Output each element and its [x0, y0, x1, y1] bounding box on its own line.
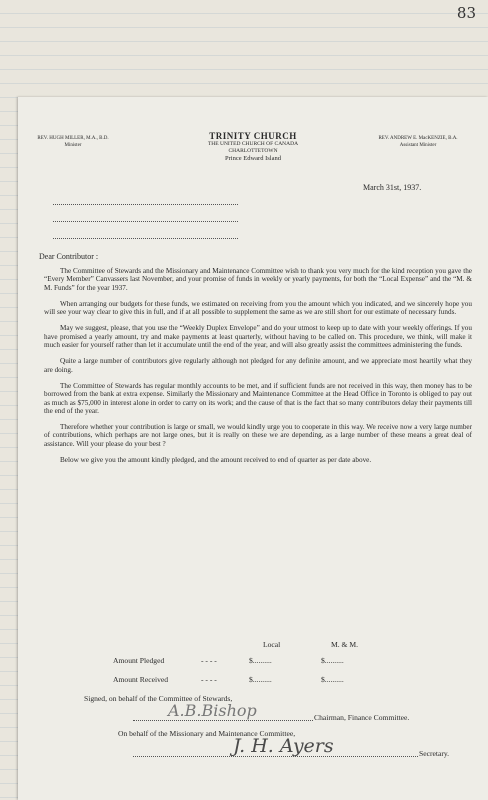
signoff-stewards: Signed, on behalf of the Committee of Stewards, [84, 694, 233, 703]
signature-line [133, 720, 313, 721]
pledged-local-value: $.......... [249, 656, 272, 665]
salutation: Dear Contributor : [39, 252, 99, 261]
letter-body [44, 267, 472, 472]
signoff-mm: On behalf of the Missionary and Maintenance Committee, [118, 729, 296, 738]
chairman-label: Chairman, Finance Committee. [314, 713, 410, 722]
row-label-pledged: Amount Pledged [113, 656, 165, 665]
row-dashes: - - - - [201, 656, 217, 665]
assistant-name: REV. ANDREW E. MacKENZIE, B.A. [378, 136, 458, 141]
assistant-title: Assistant Minister [399, 143, 437, 148]
address-line [53, 238, 238, 239]
letter-date: March 31st, 1937. [363, 183, 422, 192]
received-mm-value: $.......... [321, 675, 344, 684]
chairman-signature: A.B.Bishop [168, 701, 257, 720]
secretary-signature: J. H. Ayers [233, 735, 334, 757]
church-name: TRINITY CHURCH [209, 131, 297, 141]
paragraph: Quite a large number of contributors give regularly although not pledged for any definite amount, and we appreciate most heartily what they are doing. [44, 357, 472, 374]
paragraph: The Committee of Stewards has regular monthly accounts to be met, and if sufficient funds are not received in this way, then money has to be borrowed from the bank at extra expense. Similarly the Missionary and Maintenance Committee at the Head Office in Toronto is obliged to pay out as much as $75,000 in interest alone in order to carry on its work; and the cause of that is the fact that so many contributors delay their payments till the end of the year. [44, 381, 472, 415]
column-header-mm: M. & M. [331, 640, 359, 649]
address-line [53, 204, 238, 205]
page-number: 83 [456, 4, 476, 22]
row-dashes: - - - - [201, 675, 217, 684]
pledged-mm-value: $.......... [321, 656, 344, 665]
letter-sheet [18, 97, 488, 800]
header-minister [18, 135, 128, 149]
paragraph: May we suggest, please, that you use the “Weekly Duplex Envelope” and do your utmost to keep up to date with your weekly offerings. If you have promised a yearly amount, try and make payments at least quarterly, without having to be called on. This procedure, we think, will make it much easier for yourself rather than let it accumulate until the end of the year, and will also greatly assist the committees administering the funds. [44, 324, 472, 350]
paragraph: The Committee of Stewards and the Missionary and Maintenance Committee wish to thank you very much for the kind reception you gave the “Every Member” Canvassers last November, and your promise of funds in weekly or yearly payments, for both the “Local Expense” and the “M. & M. Funds” for the year 1937. [44, 267, 472, 292]
paragraph: When arranging our budgets for these funds, we estimated on receiving from you the amount which you indicated, and we sincerely hope you will see your way clear to give this in full, and if at all possible to supplement the same as we are still short for our estimate of necessary funds. [44, 299, 472, 317]
secretary-label: Secretary. [419, 749, 450, 758]
minister-name: REV. HUGH MILLER, M.A., B.D. [37, 136, 109, 141]
address-line [53, 221, 238, 222]
denomination: THE UNITED CHURCH OF CANADA [207, 141, 299, 147]
letterhead [158, 131, 348, 162]
paragraph: Therefore whether your contribution is large or small, we would kindly urge you to cooperate in this way. We receive now a very large number of contributions, which perhaps are not large ones, but it is really on these we are depending, as a large number of these means a great deal of assistance. Will your please do your best ? [44, 423, 472, 448]
row-label-received: Amount Received [113, 675, 169, 684]
received-local-value: $.......... [249, 675, 272, 684]
header-assistant [358, 135, 478, 149]
column-header-local: Local [263, 640, 281, 649]
paragraph: Below we give you the amount kindly pledged, and the amount received to end of quarter as per date above. [60, 456, 372, 465]
city: CHARLOTTETOWN [228, 148, 278, 154]
minister-title: Minister [64, 143, 82, 148]
province: Prince Edward Island [225, 155, 281, 162]
